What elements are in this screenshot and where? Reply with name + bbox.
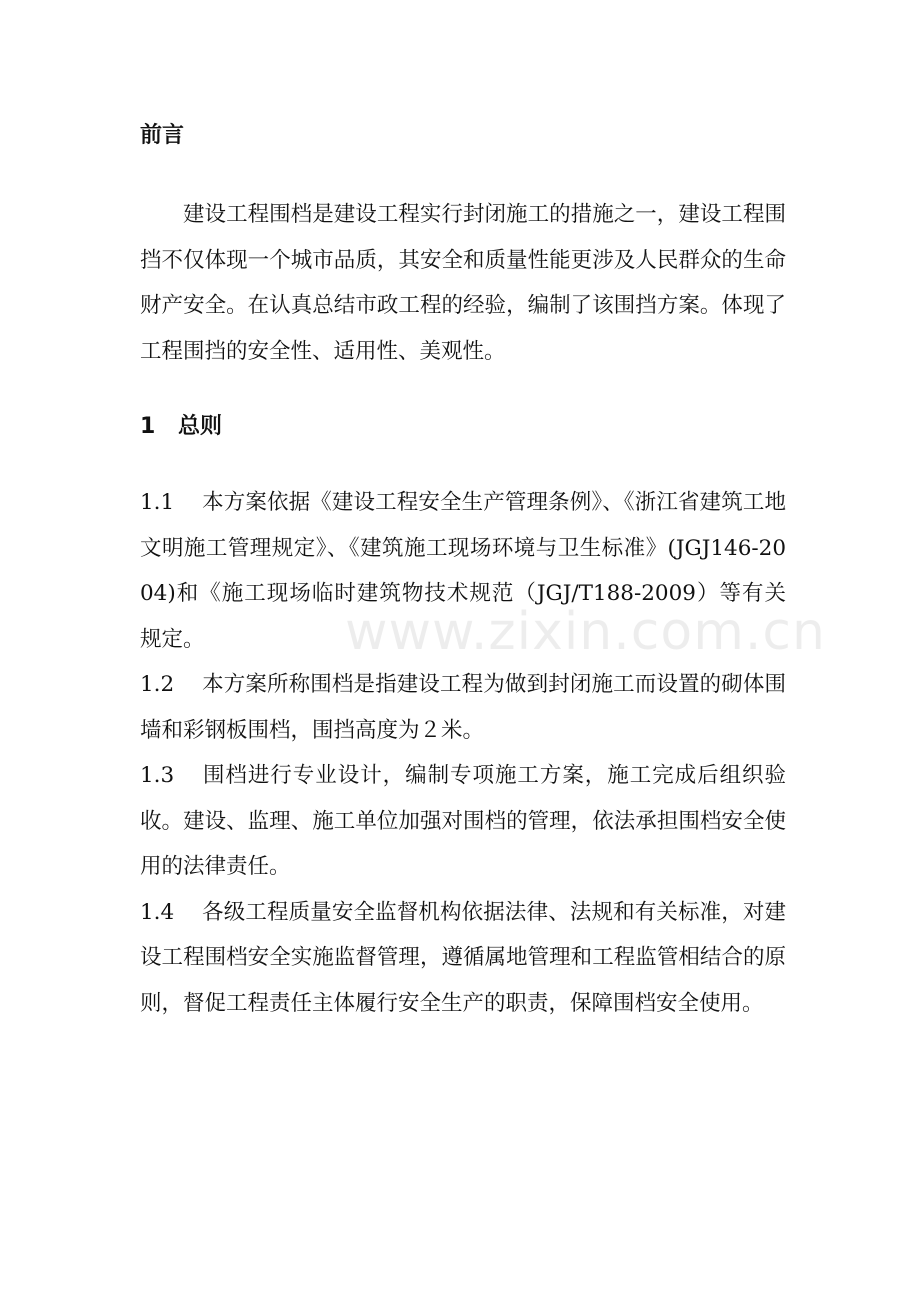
preface-paragraph: 建设工程围档是建设工程实行封闭施工的措施之一，建设工程围挡不仅体现一个城市品质，其安全和质量性能更涉及人民群众的生命财产安全。在认真总结市政工程的经验，编制了该围挡方案。体现了工程围挡的安全性、适用性、美观性。 (140, 202, 786, 364)
clause-1-3 (140, 753, 786, 890)
section-number: 1 (140, 414, 156, 439)
clause-number: 1.3 (140, 763, 175, 788)
clause-1-4 (140, 890, 786, 1027)
section-title: 总则 (178, 414, 223, 439)
clause-number: 1.2 (140, 672, 175, 697)
clause-1-2 (140, 662, 786, 753)
clause-text: 本方案所称围档是指建设工程为做到封闭施工而设置的砌体围墙和彩钢板围档，围挡高度为２米。 (140, 672, 786, 743)
clause-text: 本方案依据《建设工程安全生产管理条例》、《浙江省建筑工地文明施工管理规定》、《建筑施工现场环境与卫生标准》(JGJ146-2004)和《施工现场临时建筑物技术规范（JGJ/T188-2009）等有关规定。 (140, 490, 786, 652)
clause-number: 1.1 (140, 490, 175, 515)
section-heading-general (140, 404, 786, 450)
clause-text: 围档进行专业设计，编制专项施工方案，施工完成后组织验收。建设、监理、施工单位加强对围档的管理，依法承担围档安全使用的法律责任。 (140, 763, 786, 879)
watermark: www.zixin.com.cn (345, 602, 826, 662)
clause-number: 1.4 (140, 899, 175, 925)
document-content (140, 113, 786, 1026)
clause-1-1 (140, 480, 786, 662)
preface-heading: 前言 (140, 123, 185, 148)
clause-text: 各级工程质量安全监督机构依据法律、法规和有关标准，对建设工程围档安全实施监督管理，遵循属地管理和工程监管相结合的原则，督促工程责任主体履行安全生产的职责，保障围档安全使用。 (140, 899, 786, 1016)
